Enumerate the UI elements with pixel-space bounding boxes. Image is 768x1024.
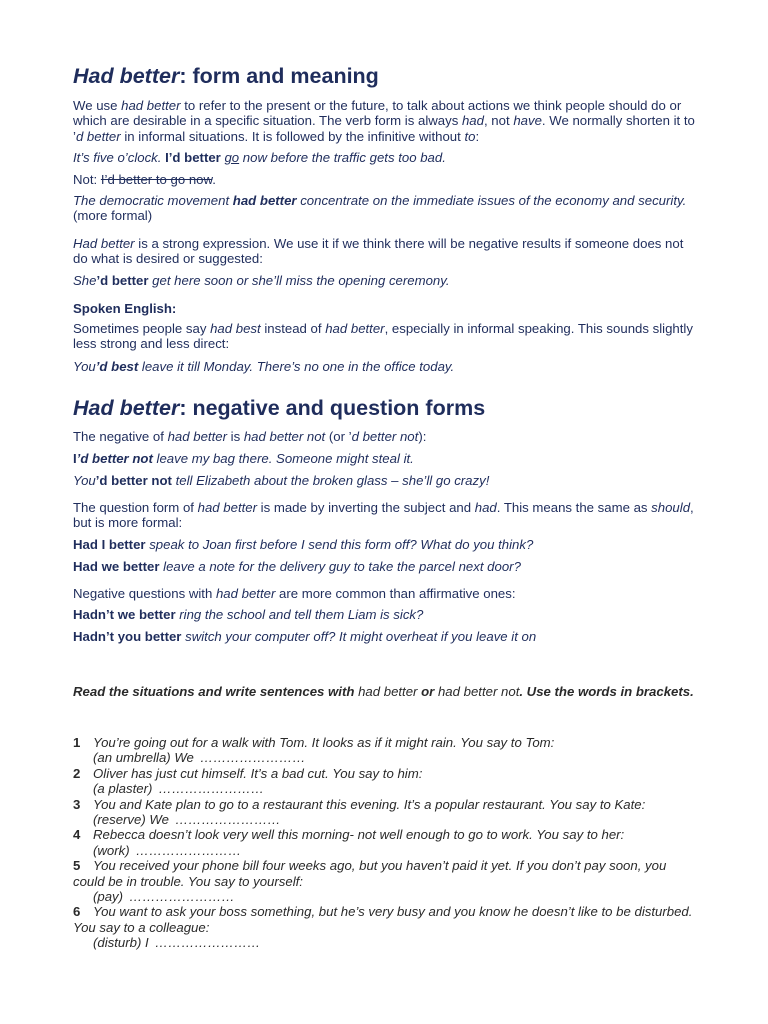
- subheading-spoken-english: Spoken English:: [73, 301, 177, 316]
- exercise-instructions: Read the situations and write sentences with had better or had better not. Use the words in brackets.: [73, 684, 694, 699]
- answer-line[interactable]: (disturb) I ……………………: [93, 935, 261, 951]
- example-sentence: She’d better get here soon or she’ll miss the opening ceremony.: [73, 273, 450, 288]
- paragraph-strong-expression: Had better is a strong expression. We use it if we think there will be negative results if someone does not do what is desired or suggested:: [73, 236, 684, 267]
- paragraph-negative-questions: Negative questions with had better are more common than affirmative ones:: [73, 586, 516, 601]
- example-sentence: It’s five o’clock. I’d better go now before the traffic gets too bad.: [73, 150, 446, 165]
- example-sentence: I’d better not leave my bag there. Someone might steal it.: [73, 451, 414, 466]
- answer-line[interactable]: (reserve) We ……………………: [93, 812, 281, 828]
- exercise-item: 4 Rebecca doesn’t look very well this morning- not well enough to go to work. You say to her: (work) ……………………: [73, 827, 698, 858]
- incorrect-example: Not: I’d better to go now.: [73, 172, 216, 187]
- exercise-item: 1 You’re going out for a walk with Tom. It looks as if it might rain. You say to Tom: (an umbrella) We ……………………: [73, 735, 698, 766]
- example-sentence: You’d best leave it till Monday. There’s no one in the office today.: [73, 359, 455, 374]
- exercise-item: 2 Oliver has just cut himself. It’s a bad cut. You say to him: (a plaster) ……………………: [73, 766, 698, 797]
- answer-line[interactable]: (an umbrella) We ……………………: [93, 750, 306, 766]
- exercise-item: 3 You and Kate plan to go to a restaurant this evening. It’s a popular restaurant. You say to Kate: (reserve) We ……………………: [73, 797, 698, 828]
- section-title-form-meaning: Had better: form and meaning: [73, 64, 379, 88]
- example-sentence: Hadn’t we better ring the school and tell them Liam is sick?: [73, 607, 424, 622]
- exercise-item: 5 You received your phone bill four weeks ago, but you haven’t paid it yet. If you don’t pay soon, you could be in trouble. You say to yourself: (pay) ……………………: [73, 858, 698, 904]
- example-sentence: You’d better not tell Elizabeth about the broken glass – she’ll go crazy!: [73, 473, 490, 488]
- paragraph-question: The question form of had better is made by inverting the subject and had. This means the same as should, but is more formal:: [73, 500, 694, 531]
- example-sentence: Had we better leave a note for the delivery guy to take the parcel next door?: [73, 559, 521, 574]
- example-sentence: Had I better speak to Joan first before I send this form off? What do you think?: [73, 537, 534, 552]
- paragraph-spoken: Sometimes people say had best instead of had better, especially in informal speaking. This sounds slightly less strong and less direct:: [73, 321, 693, 352]
- section-title-negative-question: Had better: negative and question forms: [73, 396, 486, 420]
- paragraph-intro: We use had better to refer to the present or the future, to talk about actions we think people should do or which are desirable in a specific situation. The verb form is always had, not have. We normally shorten it to ’d better in informal situations. It is followed by the infinitive without to:: [73, 98, 695, 144]
- example-sentence: Hadn’t you better switch your computer off? It might overheat if you leave it on: [73, 629, 537, 644]
- answer-line[interactable]: (work) ……………………: [93, 842, 242, 858]
- example-sentence: The democratic movement had better concentrate on the immediate issues of the economy and security. (more formal): [73, 193, 687, 224]
- answer-line[interactable]: (pay) ……………………: [93, 889, 235, 905]
- paragraph-negative: The negative of had better is had better not (or ’d better not):: [73, 429, 427, 444]
- answer-line[interactable]: (a plaster) ……………………: [93, 781, 264, 797]
- exercise-list: [73, 735, 698, 951]
- exercise-item: 6 You want to ask your boss something, but he’s very busy and you know he doesn’t like to be disturbed. You say to a colleague: (disturb) I ……………………: [73, 904, 698, 950]
